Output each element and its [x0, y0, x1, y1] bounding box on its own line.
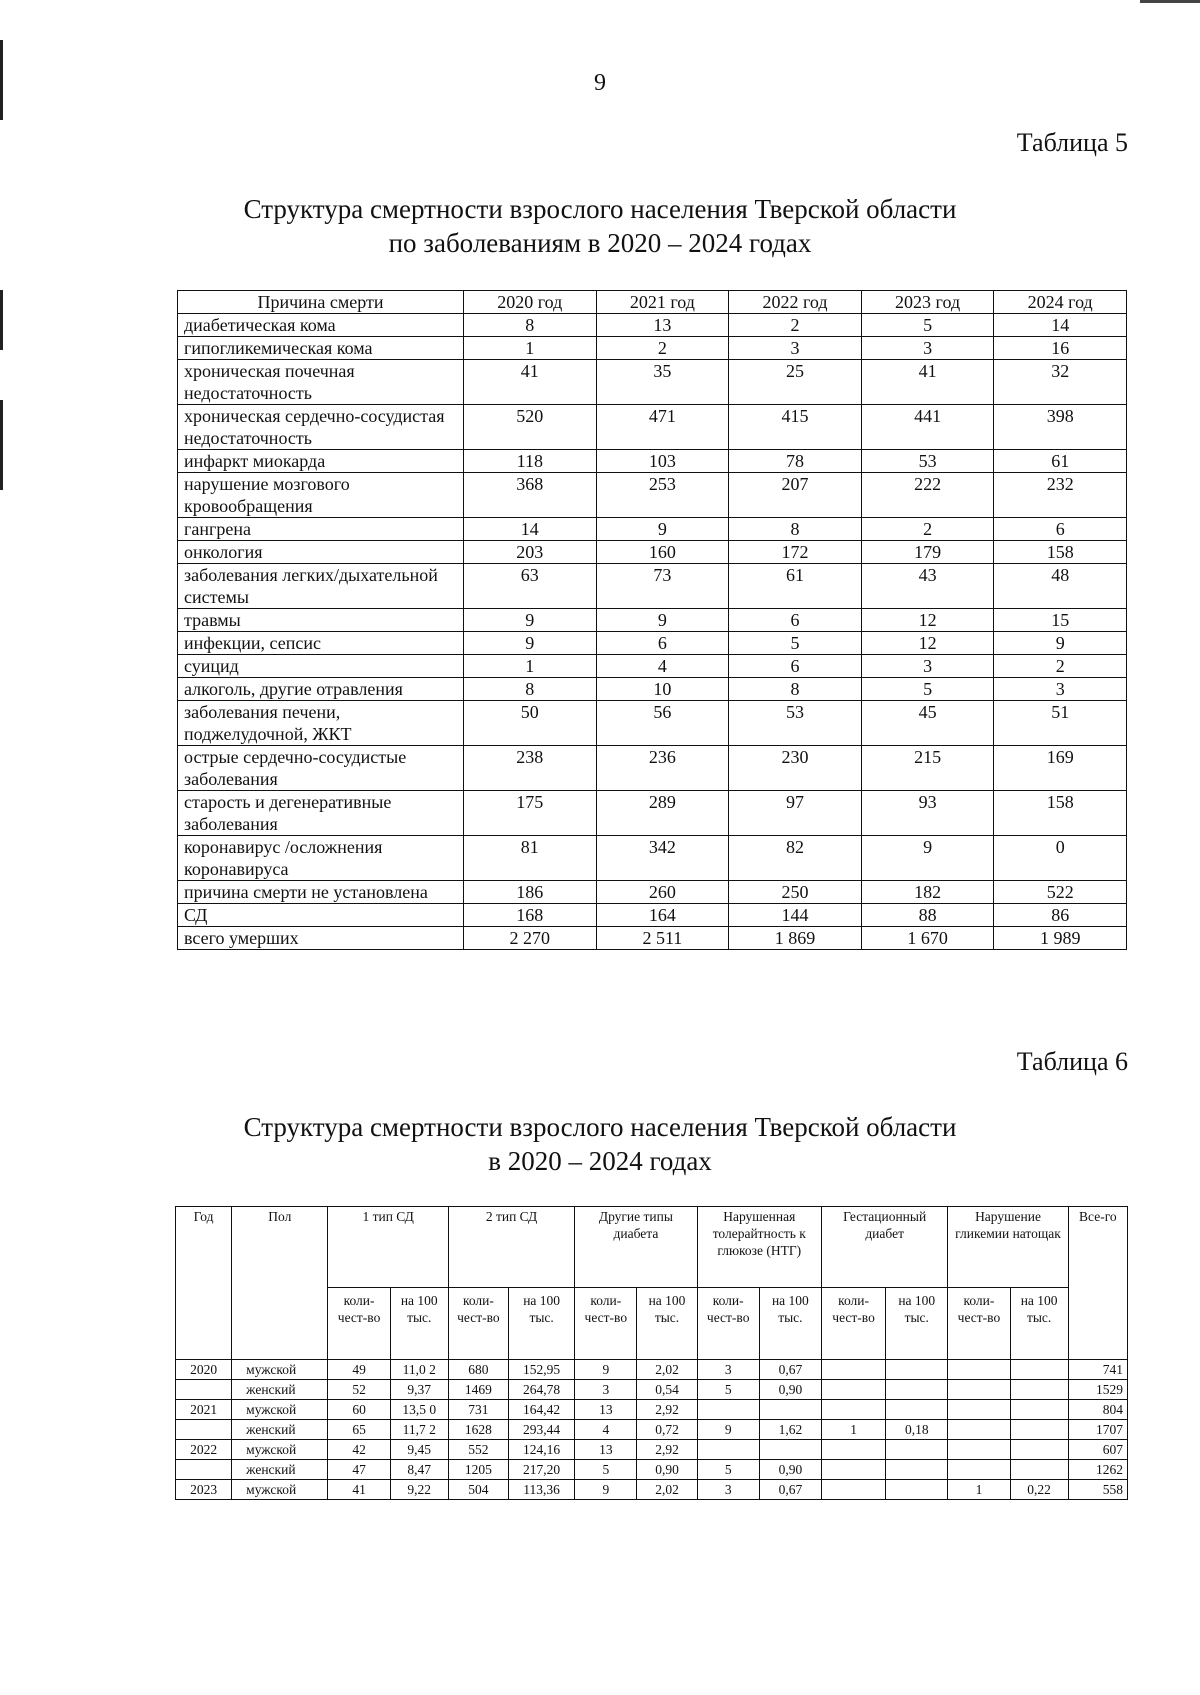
- value-cell: 169: [994, 746, 1127, 791]
- value-cell: 5: [575, 1460, 637, 1480]
- sex-cell: женский: [232, 1380, 328, 1400]
- value-cell: 9: [596, 518, 729, 541]
- value-cell: [1010, 1440, 1068, 1460]
- value-cell: 9: [861, 836, 994, 881]
- table6-header-group: 2 тип СД: [448, 1207, 574, 1288]
- value-cell: [821, 1440, 885, 1460]
- table5-header-cause: Причина смерти: [178, 291, 464, 314]
- sex-cell: мужской: [232, 1400, 328, 1420]
- value-cell: 6: [729, 655, 862, 678]
- value-cell: 97: [729, 791, 862, 836]
- table6-subheader-rate: на 100 тыс.: [390, 1288, 448, 1360]
- value-cell: 152,95: [509, 1360, 575, 1380]
- value-cell: [759, 1440, 821, 1460]
- value-cell: 186: [464, 881, 597, 904]
- table-row: [176, 1400, 1128, 1420]
- value-cell: 0,67: [759, 1480, 821, 1500]
- table5-title-line1: Структура смертности взрослого населения Тверской области: [243, 194, 957, 224]
- cause-cell: травмы: [178, 609, 464, 632]
- table-row: [178, 609, 1127, 632]
- value-cell: 260: [596, 881, 729, 904]
- value-cell: 1,62: [759, 1420, 821, 1440]
- table-row: [178, 927, 1127, 950]
- value-cell: 1 869: [729, 927, 862, 950]
- value-cell: 1: [821, 1420, 885, 1440]
- cause-cell: гипогликемическая кома: [178, 337, 464, 360]
- value-cell: 93: [861, 791, 994, 836]
- value-cell: 6: [596, 632, 729, 655]
- cause-cell: инфекции, сепсис: [178, 632, 464, 655]
- value-cell: 10: [596, 678, 729, 701]
- cause-cell: хроническая сердечно-сосудистая недостаточность: [178, 405, 464, 450]
- value-cell: [886, 1480, 948, 1500]
- table5-label: Таблица 5: [1016, 128, 1128, 157]
- value-cell: 0,22: [1010, 1480, 1068, 1500]
- table5-header-row: [178, 291, 1127, 314]
- value-cell: 13: [575, 1400, 637, 1420]
- value-cell: [821, 1360, 885, 1380]
- table-row: [178, 564, 1127, 609]
- value-cell: 5: [861, 678, 994, 701]
- value-cell: 217,20: [509, 1460, 575, 1480]
- page-number: 9: [594, 70, 606, 96]
- value-cell: 32: [994, 360, 1127, 405]
- value-cell: 42: [328, 1440, 390, 1460]
- value-cell: [948, 1380, 1010, 1400]
- table6-header-total: Все-го: [1068, 1207, 1127, 1360]
- value-cell: 9: [596, 609, 729, 632]
- value-cell: 2: [596, 337, 729, 360]
- value-cell: 0,18: [886, 1420, 948, 1440]
- table6-subheader-count: коли-чест-во: [697, 1288, 759, 1360]
- cause-cell: диабетическая кома: [178, 314, 464, 337]
- value-cell: 264,78: [509, 1380, 575, 1400]
- value-cell: 160: [596, 541, 729, 564]
- table6-header-group: Нарушение гликемии натощак: [948, 1207, 1068, 1288]
- table5-header-year: 2022 год: [729, 291, 862, 314]
- value-cell: 11,7 2: [390, 1420, 448, 1440]
- table-row: [178, 450, 1127, 473]
- value-cell: 124,16: [509, 1440, 575, 1460]
- value-cell: 3: [697, 1360, 759, 1380]
- value-cell: 103: [596, 450, 729, 473]
- value-cell: 25: [729, 360, 862, 405]
- value-cell: [697, 1440, 759, 1460]
- cause-cell: заболевания легких/дыхательной системы: [178, 564, 464, 609]
- value-cell: 0,90: [637, 1460, 697, 1480]
- table-row: [176, 1480, 1128, 1500]
- value-cell: 158: [994, 541, 1127, 564]
- year-cell: [176, 1380, 232, 1400]
- value-cell: 16: [994, 337, 1127, 360]
- value-cell: 175: [464, 791, 597, 836]
- value-cell: 8: [729, 678, 862, 701]
- cause-cell: коронавирус /осложнения коронавируса: [178, 836, 464, 881]
- value-cell: [948, 1360, 1010, 1380]
- value-cell: 0,90: [759, 1460, 821, 1480]
- value-cell: 3: [861, 655, 994, 678]
- value-cell: 203: [464, 541, 597, 564]
- value-cell: 4: [575, 1420, 637, 1440]
- value-cell: 1: [464, 337, 597, 360]
- value-cell: 1 670: [861, 927, 994, 950]
- value-cell: 49: [328, 1360, 390, 1380]
- table-row: [176, 1360, 1128, 1380]
- value-cell: 3: [994, 678, 1127, 701]
- cause-cell: нарушение мозгового кровообращения: [178, 473, 464, 518]
- cause-cell: СД: [178, 904, 464, 927]
- value-cell: 9,22: [390, 1480, 448, 1500]
- value-cell: 11,0 2: [390, 1360, 448, 1380]
- value-cell: 9: [994, 632, 1127, 655]
- table5-title-line2: по заболеваниям в 2020 – 2024 годах: [388, 228, 812, 258]
- value-cell: 12: [861, 632, 994, 655]
- value-cell: 731: [448, 1400, 508, 1420]
- table6-label: Таблица 6: [1016, 1047, 1128, 1076]
- value-cell: [886, 1360, 948, 1380]
- table5-header-year: 2024 год: [994, 291, 1127, 314]
- year-cell: 2021: [176, 1400, 232, 1420]
- value-cell: 47: [328, 1460, 390, 1480]
- value-cell: 5: [697, 1460, 759, 1480]
- table6-header-sex: Пол: [232, 1207, 328, 1360]
- value-cell: 504: [448, 1480, 508, 1500]
- value-cell: 1628: [448, 1420, 508, 1440]
- scan-edge-mark: [0, 400, 3, 490]
- sex-cell: женский: [232, 1420, 328, 1440]
- year-cell: 2023: [176, 1480, 232, 1500]
- value-cell: 35: [596, 360, 729, 405]
- sex-cell: женский: [232, 1460, 328, 1480]
- value-cell: 2: [729, 314, 862, 337]
- table6-subheader-rate: на 100 тыс.: [637, 1288, 697, 1360]
- value-cell: 118: [464, 450, 597, 473]
- value-cell: [1010, 1400, 1068, 1420]
- value-cell: 230: [729, 746, 862, 791]
- value-cell: 236: [596, 746, 729, 791]
- value-cell: [821, 1400, 885, 1420]
- value-cell: 3: [697, 1480, 759, 1500]
- value-cell: 12: [861, 609, 994, 632]
- value-cell: 9: [464, 609, 597, 632]
- value-cell: 41: [464, 360, 597, 405]
- value-cell: 8: [729, 518, 862, 541]
- value-cell: 552: [448, 1440, 508, 1460]
- value-cell: 2,92: [637, 1400, 697, 1420]
- value-cell: 86: [994, 904, 1127, 927]
- value-cell: 207: [729, 473, 862, 518]
- table6-title-line2: в 2020 – 2024 годах: [488, 1146, 712, 1176]
- sex-cell: мужской: [232, 1360, 328, 1380]
- value-cell: 56: [596, 701, 729, 746]
- value-cell: 0,72: [637, 1420, 697, 1440]
- total-cell: 558: [1068, 1480, 1127, 1500]
- value-cell: [1010, 1420, 1068, 1440]
- value-cell: 3: [861, 337, 994, 360]
- value-cell: 9: [575, 1480, 637, 1500]
- table6-subheader-count: коли-чест-во: [328, 1288, 390, 1360]
- value-cell: 9,37: [390, 1380, 448, 1400]
- value-cell: 113,36: [509, 1480, 575, 1500]
- table-row: [178, 360, 1127, 405]
- cause-cell: гангрена: [178, 518, 464, 541]
- value-cell: 52: [328, 1380, 390, 1400]
- table5-header-year: 2021 год: [596, 291, 729, 314]
- value-cell: 172: [729, 541, 862, 564]
- value-cell: [821, 1460, 885, 1480]
- value-cell: 182: [861, 881, 994, 904]
- table-row: [178, 314, 1127, 337]
- value-cell: 6: [994, 518, 1127, 541]
- table6-header-group: Гестационный диабет: [821, 1207, 947, 1288]
- value-cell: 2,02: [637, 1480, 697, 1500]
- value-cell: 14: [994, 314, 1127, 337]
- value-cell: 289: [596, 791, 729, 836]
- value-cell: 63: [464, 564, 597, 609]
- table-row: [178, 541, 1127, 564]
- year-cell: 2020: [176, 1360, 232, 1380]
- table6-subheader-count: коли-чест-во: [575, 1288, 637, 1360]
- cause-cell: инфаркт миокарда: [178, 450, 464, 473]
- value-cell: 520: [464, 405, 597, 450]
- table6-subheader-count: коли-чест-во: [948, 1288, 1010, 1360]
- table6-header-row-groups: [176, 1207, 1128, 1288]
- value-cell: 50: [464, 701, 597, 746]
- value-cell: 2,02: [637, 1360, 697, 1380]
- table6-subheader-count: коли-чест-во: [821, 1288, 885, 1360]
- cause-cell: хроническая почечная недостаточность: [178, 360, 464, 405]
- value-cell: [886, 1380, 948, 1400]
- value-cell: [697, 1400, 759, 1420]
- value-cell: 2: [861, 518, 994, 541]
- cause-cell: острые сердечно-сосудистые заболевания: [178, 746, 464, 791]
- value-cell: 14: [464, 518, 597, 541]
- table6-subheader-rate: на 100 тыс.: [759, 1288, 821, 1360]
- total-cell: 804: [1068, 1400, 1127, 1420]
- value-cell: 73: [596, 564, 729, 609]
- table-row: [178, 746, 1127, 791]
- value-cell: 168: [464, 904, 597, 927]
- value-cell: 13: [575, 1440, 637, 1460]
- table-row: [178, 632, 1127, 655]
- table6-title: [0, 1110, 1200, 1178]
- table6-header-year: Год: [176, 1207, 232, 1360]
- value-cell: 1469: [448, 1380, 508, 1400]
- value-cell: 215: [861, 746, 994, 791]
- table-row: [178, 701, 1127, 746]
- table6-header-group: Другие типы диабета: [575, 1207, 697, 1288]
- value-cell: 9: [697, 1420, 759, 1440]
- table-row: [178, 337, 1127, 360]
- value-cell: 0,67: [759, 1360, 821, 1380]
- value-cell: 15: [994, 609, 1127, 632]
- value-cell: 5: [697, 1380, 759, 1400]
- value-cell: [948, 1460, 1010, 1480]
- value-cell: 368: [464, 473, 597, 518]
- value-cell: 6: [729, 609, 862, 632]
- value-cell: [1010, 1360, 1068, 1380]
- value-cell: 164,42: [509, 1400, 575, 1420]
- total-cell: 1529: [1068, 1380, 1127, 1400]
- year-cell: [176, 1460, 232, 1480]
- table-row: [178, 518, 1127, 541]
- value-cell: [948, 1400, 1010, 1420]
- value-cell: 81: [464, 836, 597, 881]
- value-cell: 253: [596, 473, 729, 518]
- value-cell: 238: [464, 746, 597, 791]
- year-cell: [176, 1420, 232, 1440]
- value-cell: 45: [861, 701, 994, 746]
- value-cell: 2,92: [637, 1440, 697, 1460]
- value-cell: 88: [861, 904, 994, 927]
- table-row: [176, 1460, 1128, 1480]
- table-row: [176, 1380, 1128, 1400]
- total-cell: 607: [1068, 1440, 1127, 1460]
- value-cell: [886, 1460, 948, 1480]
- value-cell: 43: [861, 564, 994, 609]
- value-cell: 53: [861, 450, 994, 473]
- cause-cell: суицид: [178, 655, 464, 678]
- value-cell: 61: [729, 564, 862, 609]
- value-cell: 8,47: [390, 1460, 448, 1480]
- table5-mortality-by-cause: [177, 290, 1127, 950]
- value-cell: 179: [861, 541, 994, 564]
- cause-cell: заболевания печени, поджелудочной, ЖКТ: [178, 701, 464, 746]
- value-cell: 65: [328, 1420, 390, 1440]
- value-cell: [821, 1380, 885, 1400]
- table6-header-group: Нарушенная толерайтность к глюкозе (НТГ): [697, 1207, 821, 1288]
- table6-subheader-rate: на 100 тыс.: [509, 1288, 575, 1360]
- value-cell: [886, 1400, 948, 1420]
- cause-cell: старость и дегенеративные заболевания: [178, 791, 464, 836]
- value-cell: 1205: [448, 1460, 508, 1480]
- table-row: [178, 655, 1127, 678]
- total-cell: 1707: [1068, 1420, 1127, 1440]
- table-row: [178, 836, 1127, 881]
- table6-subheader-rate: на 100 тыс.: [1010, 1288, 1068, 1360]
- year-cell: 2022: [176, 1440, 232, 1460]
- value-cell: 250: [729, 881, 862, 904]
- scan-corner-mark: [1140, 0, 1200, 3]
- value-cell: 342: [596, 836, 729, 881]
- value-cell: 441: [861, 405, 994, 450]
- value-cell: 415: [729, 405, 862, 450]
- value-cell: 53: [729, 701, 862, 746]
- table5-title: [0, 192, 1200, 260]
- value-cell: 13,5 0: [390, 1400, 448, 1420]
- table6-subheader-count: коли-чест-во: [448, 1288, 508, 1360]
- value-cell: 222: [861, 473, 994, 518]
- value-cell: 48: [994, 564, 1127, 609]
- sex-cell: мужской: [232, 1440, 328, 1460]
- value-cell: 51: [994, 701, 1127, 746]
- value-cell: 1: [464, 655, 597, 678]
- table-row: [178, 405, 1127, 450]
- value-cell: 144: [729, 904, 862, 927]
- table6-title-line1: Структура смертности взрослого населения Тверской области: [243, 1112, 957, 1142]
- sex-cell: мужской: [232, 1480, 328, 1500]
- scan-edge-mark: [0, 290, 3, 350]
- value-cell: 5: [729, 632, 862, 655]
- value-cell: 60: [328, 1400, 390, 1420]
- value-cell: 13: [596, 314, 729, 337]
- value-cell: 9,45: [390, 1440, 448, 1460]
- table-row: [176, 1420, 1128, 1440]
- value-cell: 8: [464, 314, 597, 337]
- total-cell: 1262: [1068, 1460, 1127, 1480]
- cause-cell: алкоголь, другие отравления: [178, 678, 464, 701]
- value-cell: [821, 1480, 885, 1500]
- value-cell: 3: [575, 1380, 637, 1400]
- value-cell: 8: [464, 678, 597, 701]
- value-cell: [948, 1440, 1010, 1460]
- value-cell: 1 989: [994, 927, 1127, 950]
- value-cell: 522: [994, 881, 1127, 904]
- value-cell: [886, 1440, 948, 1460]
- table-row: [178, 473, 1127, 518]
- value-cell: 0: [994, 836, 1127, 881]
- cause-cell: онкология: [178, 541, 464, 564]
- value-cell: 164: [596, 904, 729, 927]
- value-cell: 61: [994, 450, 1127, 473]
- total-cell: 741: [1068, 1360, 1127, 1380]
- value-cell: 398: [994, 405, 1127, 450]
- table-row: [178, 678, 1127, 701]
- value-cell: 232: [994, 473, 1127, 518]
- value-cell: 82: [729, 836, 862, 881]
- value-cell: 293,44: [509, 1420, 575, 1440]
- value-cell: 158: [994, 791, 1127, 836]
- table-row: [178, 904, 1127, 927]
- value-cell: [1010, 1460, 1068, 1480]
- table6-subheader-rate: на 100 тыс.: [886, 1288, 948, 1360]
- value-cell: 9: [575, 1360, 637, 1380]
- value-cell: 9: [464, 632, 597, 655]
- value-cell: 0,90: [759, 1380, 821, 1400]
- value-cell: [948, 1420, 1010, 1440]
- value-cell: 471: [596, 405, 729, 450]
- table5-header-year: 2023 год: [861, 291, 994, 314]
- table5-header-year: 2020 год: [464, 291, 597, 314]
- value-cell: 41: [861, 360, 994, 405]
- table6-header-group: 1 тип СД: [328, 1207, 448, 1288]
- value-cell: 4: [596, 655, 729, 678]
- value-cell: 2 270: [464, 927, 597, 950]
- table-row: [178, 881, 1127, 904]
- value-cell: 680: [448, 1360, 508, 1380]
- table6-mortality-by-diabetes-type: [175, 1206, 1128, 1500]
- cause-cell: причина смерти не установлена: [178, 881, 464, 904]
- value-cell: 1: [948, 1480, 1010, 1500]
- table-row: [176, 1440, 1128, 1460]
- table-row: [178, 791, 1127, 836]
- cause-cell: всего умерших: [178, 927, 464, 950]
- value-cell: 78: [729, 450, 862, 473]
- value-cell: 5: [861, 314, 994, 337]
- value-cell: [1010, 1380, 1068, 1400]
- value-cell: 2: [994, 655, 1127, 678]
- value-cell: 3: [729, 337, 862, 360]
- value-cell: 0,54: [637, 1380, 697, 1400]
- value-cell: 2 511: [596, 927, 729, 950]
- value-cell: 41: [328, 1480, 390, 1500]
- value-cell: [759, 1400, 821, 1420]
